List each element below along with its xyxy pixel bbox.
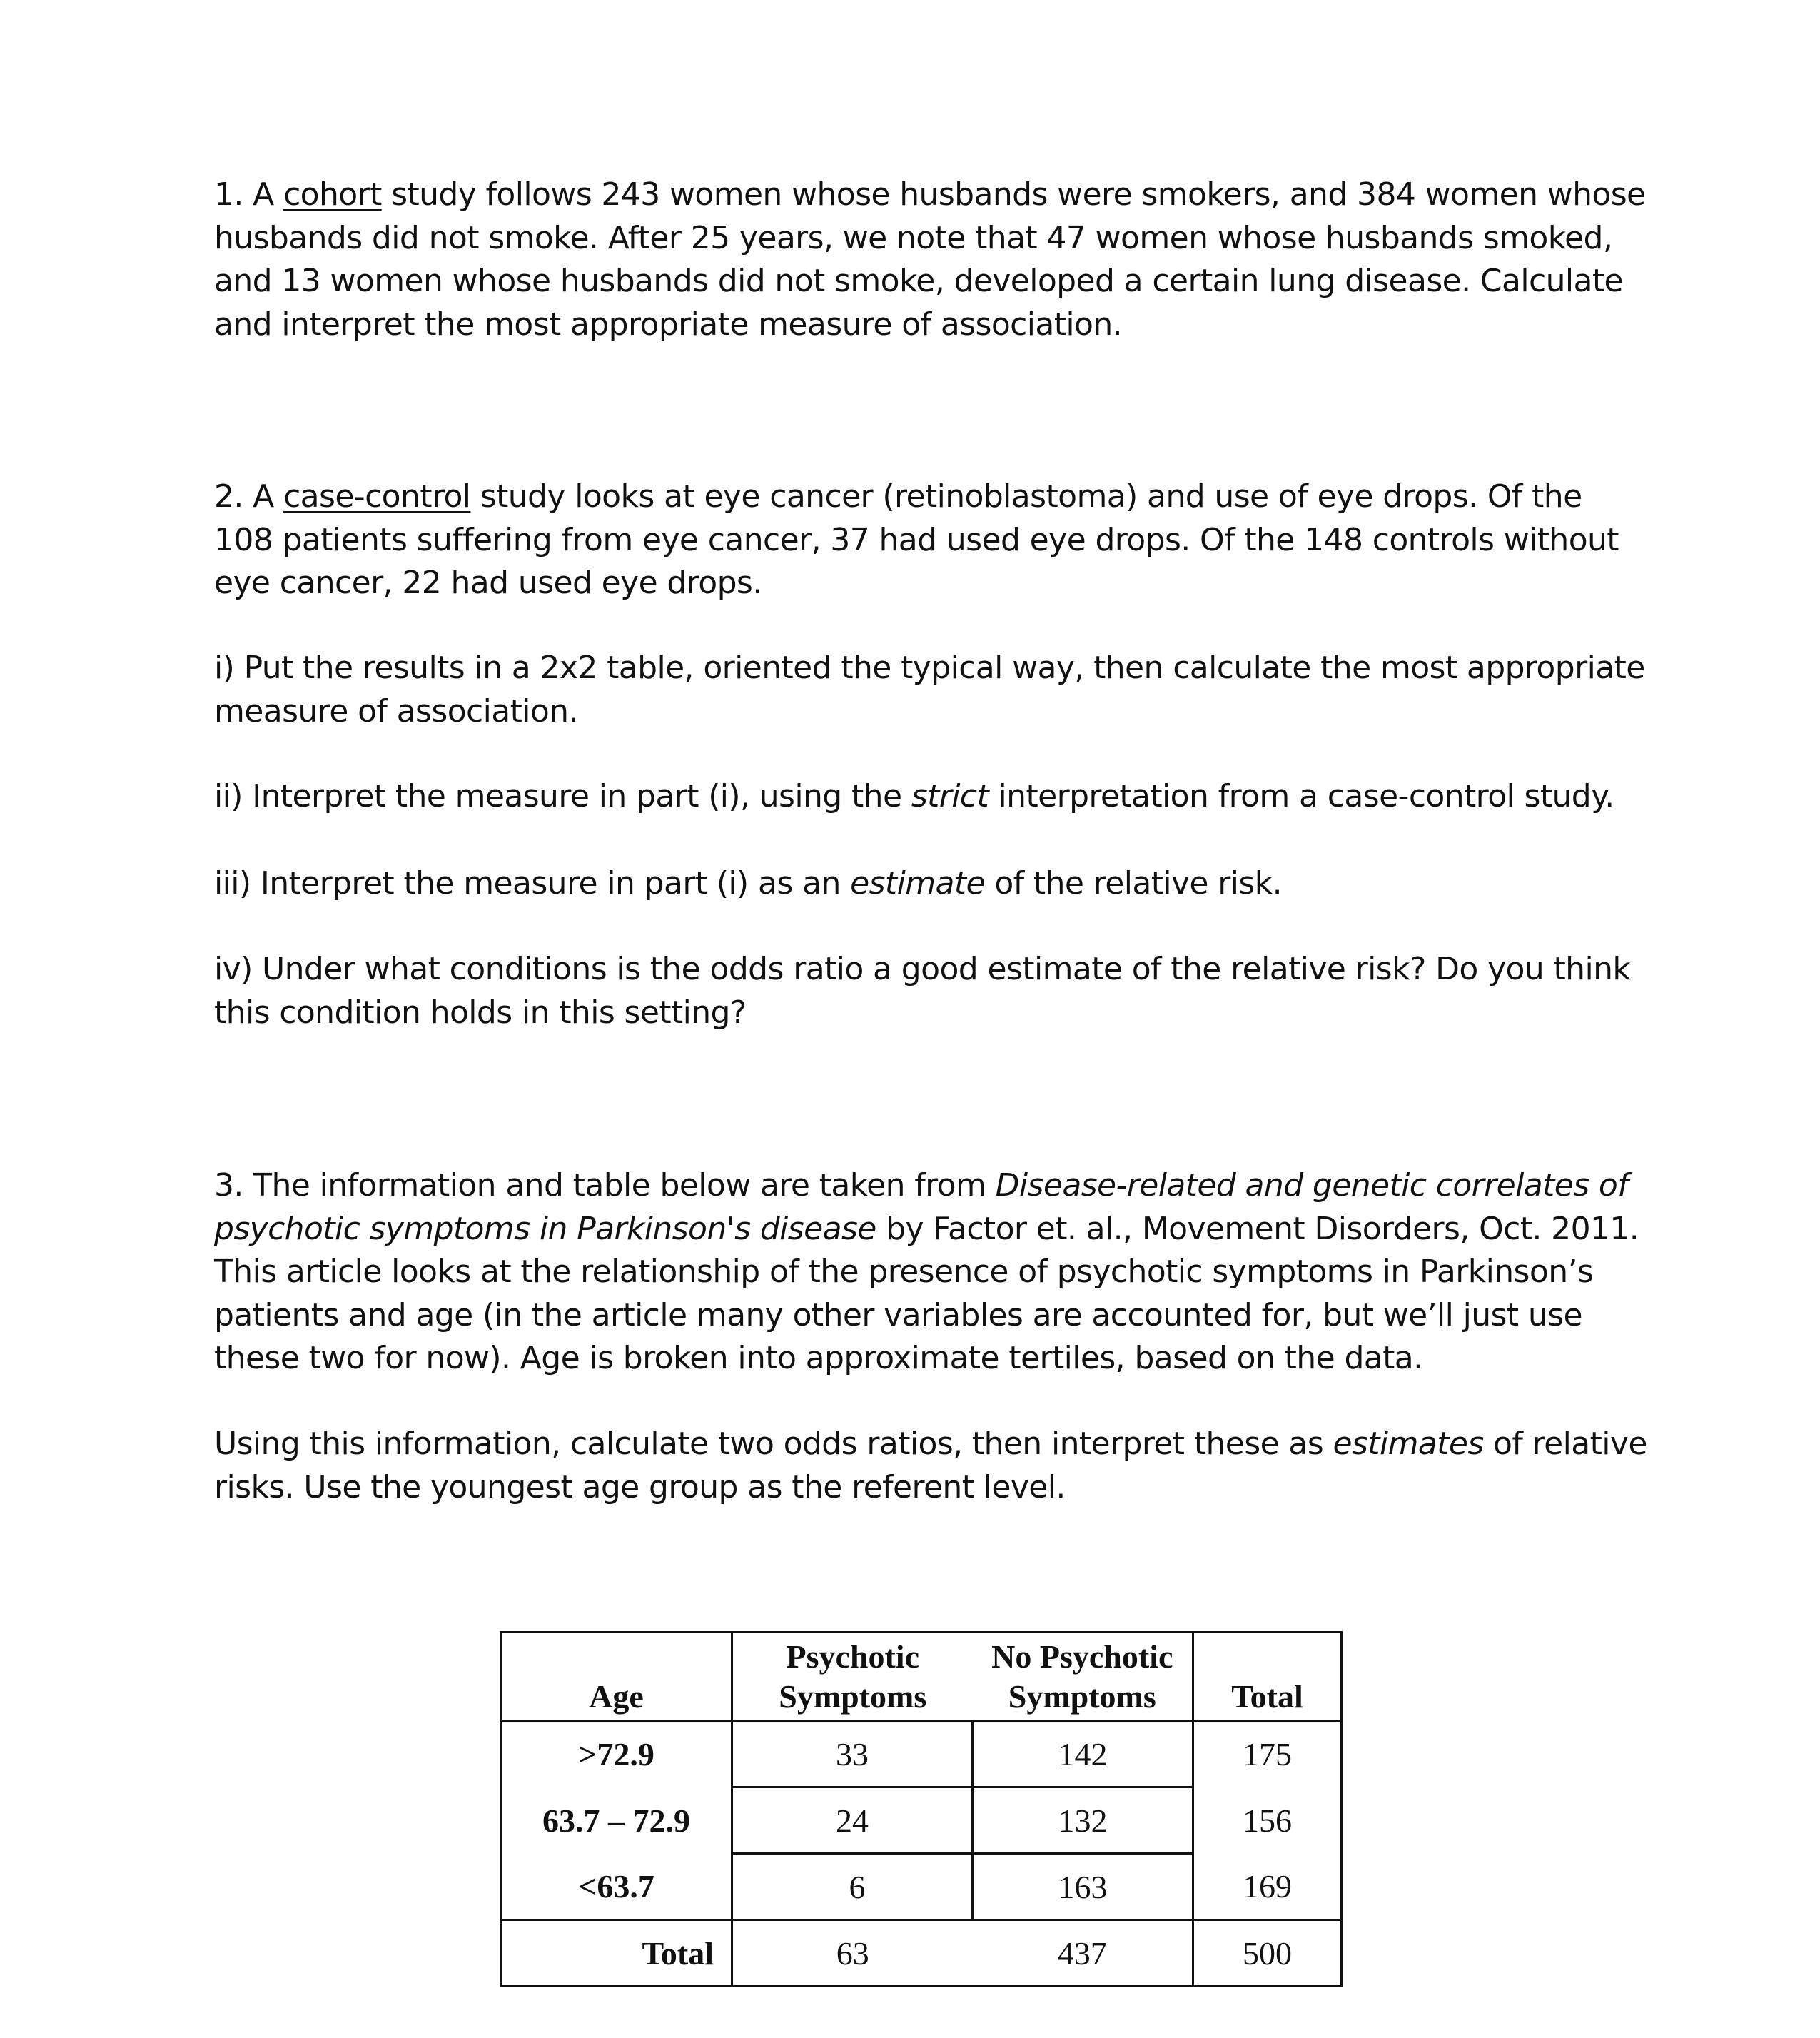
q1-line	[214, 173, 1646, 217]
age-cell: >72.9	[578, 1736, 654, 1773]
q3-line: This article looks at the relationship of the presence of psychotic symptoms in Parkinson’s	[214, 1253, 1594, 1290]
table-row	[501, 1854, 1342, 1920]
text: of the relative risk.	[984, 865, 1282, 902]
emphasis: estimates	[1333, 1426, 1484, 1462]
text: study looks at eye cancer (retinoblastoma) and use of eye drops. Of the	[470, 478, 1582, 515]
text: of relative	[1483, 1426, 1647, 1462]
q3-line: these two for now). Age is broken into approximate tertiles, based on the data.	[214, 1340, 1423, 1376]
header-psychotic	[732, 1633, 973, 1721]
psych-cell: 24	[732, 1787, 973, 1854]
q2-part-iv	[214, 948, 1630, 1034]
nopsych-cell: 163	[973, 1854, 1193, 1920]
header-no-psychotic	[973, 1633, 1193, 1721]
q2-line	[214, 475, 1619, 519]
nopsych-total: 437	[973, 1920, 1193, 1987]
nopsych-cell: 132	[973, 1787, 1193, 1854]
age-cell: 63.7 – 72.9	[542, 1802, 690, 1839]
text: risks. Use the youngest age group as the referent level.	[214, 1468, 1066, 1505]
article-title: Disease-related and genetic correlates of	[995, 1167, 1629, 1204]
total-cell: 169	[1193, 1854, 1342, 1920]
emphasis: strict	[911, 778, 989, 814]
psych-cell: 6	[732, 1854, 973, 1920]
q3-line: patients and age (in the article many other variables are accounted for, but we’ll just use	[214, 1296, 1583, 1333]
q1-line: and 13 women whose husbands did not smoke, developed a certain lung disease. Calculate	[214, 263, 1623, 299]
age-psychosis-table	[500, 1631, 1343, 1987]
text: study follows 243 women whose husbands were smokers, and 384 women whose	[381, 176, 1646, 213]
question-1	[214, 173, 1646, 346]
text: iv) Under what conditions is the odds ratio a good estimate of the relative risk? Do you think	[214, 951, 1631, 987]
table-totals-row	[501, 1920, 1342, 1987]
text	[214, 862, 1282, 906]
text	[214, 775, 1614, 819]
header-total: Total	[1193, 1633, 1342, 1721]
text: 2. A	[214, 478, 284, 515]
question-2	[214, 475, 1619, 605]
q2-part-ii	[214, 775, 1614, 819]
text: No Psychotic	[991, 1638, 1173, 1675]
text: by Factor et. al., Movement Disorders, Oct. 2011.	[876, 1210, 1639, 1247]
question-3	[214, 1164, 1639, 1381]
q1-line: and interpret the most appropriate measure of association.	[214, 306, 1123, 343]
psych-cell: 33	[732, 1721, 973, 1787]
text: ii) Interpret the measure in part (i), using the	[214, 778, 911, 814]
nopsych-cell: 142	[973, 1721, 1193, 1787]
q2-part-iii	[214, 862, 1282, 906]
text: iii) Interpret the measure in part (i) as an	[214, 865, 851, 902]
cohort-term: cohort	[283, 176, 382, 213]
q3-instructions	[214, 1423, 1647, 1509]
text	[214, 1423, 1647, 1466]
q2-line: 108 patients suffering from eye cancer, 37 had used eye drops. Of the 148 controls without	[214, 521, 1619, 558]
case-control-term: case-control	[283, 478, 471, 515]
total-cell: 175	[1193, 1721, 1342, 1787]
table-row	[501, 1721, 1342, 1787]
table-row	[501, 1787, 1342, 1854]
q2-part-i	[214, 647, 1645, 733]
text: Psychotic	[786, 1638, 919, 1675]
text: 3. The information and table below are taken from	[214, 1167, 996, 1204]
text: Symptoms	[779, 1678, 927, 1715]
q3-line	[214, 1164, 1639, 1208]
text: this condition holds in this setting?	[214, 994, 747, 1031]
q1-line: husbands did not smoke. After 25 years, we note that 47 women whose husbands smoked,	[214, 219, 1613, 256]
psych-total: 63	[732, 1920, 973, 1987]
text: Using this information, calculate two odds ratios, then interpret these as	[214, 1426, 1333, 1462]
emphasis: estimate	[850, 865, 985, 902]
text: 1. A	[214, 176, 284, 213]
q3-line	[214, 1208, 1639, 1251]
header-age: Age	[501, 1633, 732, 1721]
text: i) Put the results in a 2x2 table, oriented the typical way, then calculate the most appropriate	[214, 650, 1645, 686]
total-cell: 156	[1193, 1787, 1342, 1854]
totals-label: Total	[501, 1920, 732, 1987]
text: measure of association.	[214, 692, 578, 730]
article-title: psychotic symptoms in Parkinson's disease	[214, 1210, 876, 1247]
table-header-row	[501, 1633, 1342, 1721]
age-cell: <63.7	[578, 1867, 654, 1905]
text: interpretation from a case-control study.	[989, 778, 1614, 814]
text: Symptoms	[1008, 1678, 1156, 1715]
grand-total: 500	[1193, 1920, 1342, 1987]
q2-line: eye cancer, 22 had used eye drops.	[214, 565, 762, 601]
